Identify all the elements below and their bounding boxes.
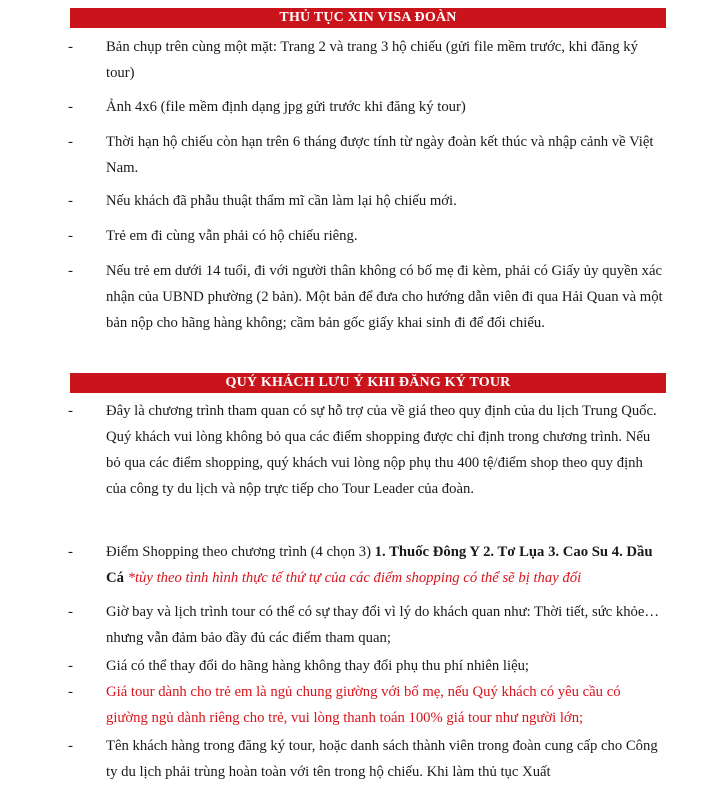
- bullet-dash: -: [68, 684, 73, 700]
- bullet-dash: -: [68, 658, 73, 674]
- section-header-visa: THỦ TỤC XIN VISA ĐOÀN: [70, 8, 666, 28]
- bullet-dash: -: [68, 134, 73, 150]
- bullet-dash: -: [68, 99, 73, 115]
- section-header-notes: QUÝ KHÁCH LƯU Ý KHI ĐĂNG KÝ TOUR: [70, 373, 666, 393]
- bullet-dash: -: [68, 403, 73, 419]
- list-item-text: Giờ bay và lịch trình tour có thể có sự thay đổi vì lý do khách quan như: Thời tiết, sức khỏe… nhưng vẫn đảm bảo đầy đủ các điểm tham quan;: [106, 604, 660, 646]
- bullet-dash: -: [68, 228, 73, 244]
- bullet-dash: -: [68, 544, 73, 560]
- list-item-text: Thời hạn hộ chiếu còn hạn trên 6 tháng được tính từ ngày đoàn kết thúc và nhập cảnh về Việt Nam.: [106, 134, 654, 176]
- shopping-list: 1. Thuốc Đông Y 2. Tơ Lụa 3. Cao Su 4. Dầu Cá: [106, 544, 653, 586]
- list-item-text: Tên khách hàng trong đăng ký tour, hoặc danh sách thành viên trong đoàn cung cấp cho Công ty du lịch phải trùng hoàn toàn với tên trong hộ chiếu. Khi làm thủ tục Xuất: [106, 738, 658, 780]
- bullet-dash: -: [68, 39, 73, 55]
- list-item-text: Đây là chương trình tham quan có sự hỗ trợ của về giá theo quy định của du lịch Trung Quốc. Quý khách vui lòng không bỏ qua các điểm shopping được chỉ định trong chương trình. Nếu bỏ qua các điểm shopping, quý khách vui lòng nộp phụ thu 400 tệ/điểm shop theo quy định của công ty du lịch và nộp trực tiếp cho Tour Leader của đoàn.: [106, 403, 657, 497]
- list-item-text: Nếu trẻ em dưới 14 tuổi, đi với người thân không có bố mẹ đi kèm, phải có Giấy ủy quyền xác nhận của UBND phường (2 bản). Một bản để đưa cho hướng dẫn viên đi qua Hải Quan và một bản nộp cho hãng hàng không; cầm bản gốc giấy khai sinh đi để đối chiếu.: [106, 263, 663, 331]
- shopping-note: *tùy theo tình hình thực tế thứ tự của các điểm shopping có thể sẽ bị thay đổi: [127, 570, 582, 586]
- list-item-text: Ảnh 4x6 (file mềm định dạng jpg gửi trước khi đăng ký tour): [106, 99, 466, 115]
- bullet-dash: -: [68, 604, 73, 620]
- list-item-text: Trẻ em đi cùng vẫn phải có hộ chiếu riêng.: [106, 228, 358, 244]
- bullet-dash: -: [68, 193, 73, 209]
- bullet-dash: -: [68, 738, 73, 754]
- list-item-text: [106, 539, 666, 591]
- list-item-text: Giá tour dành cho trẻ em là ngủ chung giường với bố mẹ, nếu Quý khách có yêu cầu có giường ngủ dành riêng cho trẻ, vui lòng thanh toán 100% giá tour như người lớn;: [106, 684, 621, 726]
- bullet-dash: -: [68, 263, 73, 279]
- shopping-prefix: Điểm Shopping theo chương trình (4 chọn 3): [106, 544, 375, 560]
- list-item-text: Nếu khách đã phẫu thuật thẩm mĩ cần làm lại hộ chiếu mới.: [106, 193, 457, 209]
- list-item-text: Giá có thể thay đổi do hãng hàng không thay đổi phụ thu phí nhiên liệu;: [106, 658, 530, 674]
- list-item-text: Bản chụp trên cùng một mặt: Trang 2 và trang 3 hộ chiếu (gửi file mềm trước, khi đăng ký tour): [106, 39, 638, 81]
